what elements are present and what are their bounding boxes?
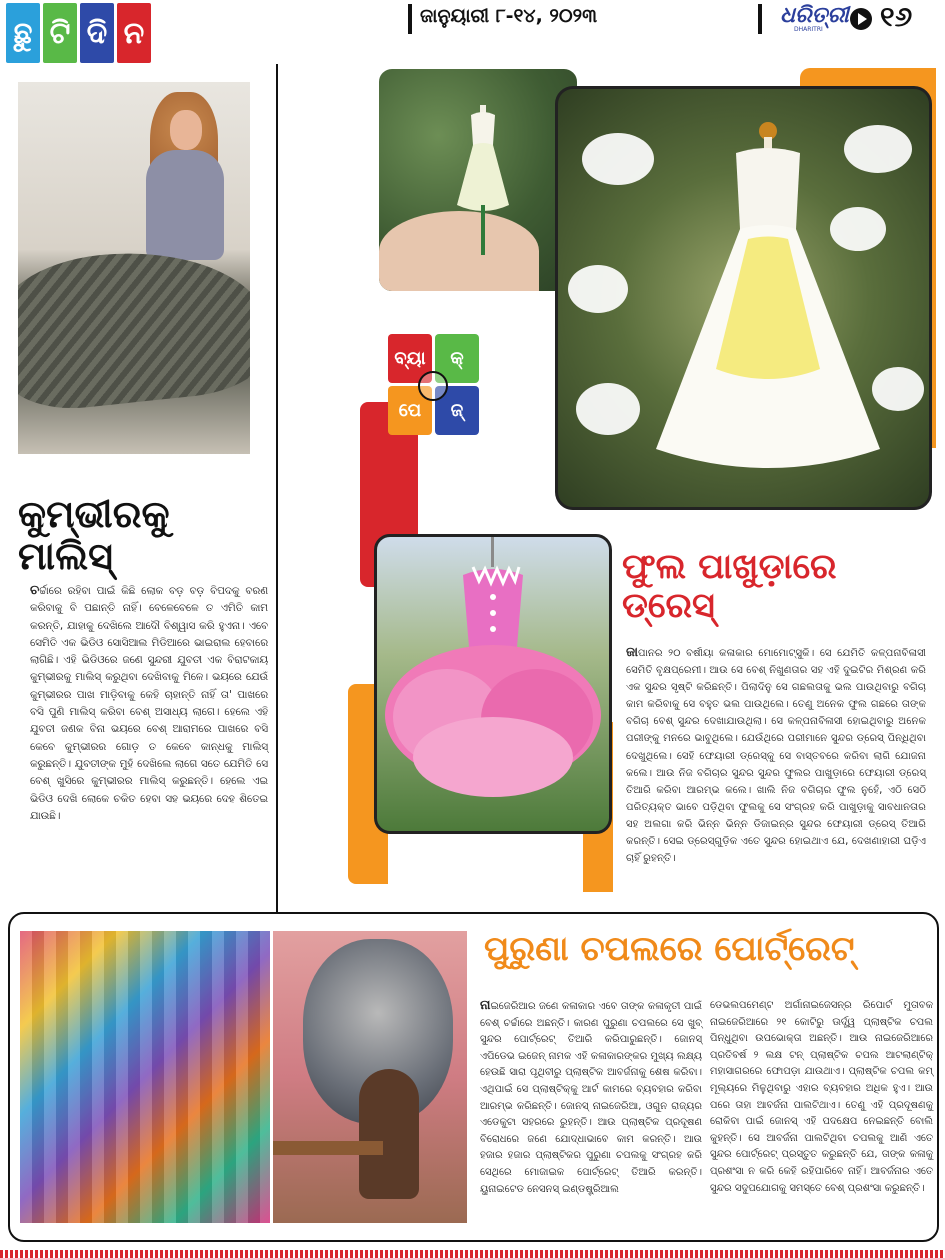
crocodile-article-text: ର୍ଚ୍ଚାରେ ରହିବା ପାଇଁ କିଛି ଲୋକ ବଡ଼ ବଡ଼ ବିପଦକୁ ବରଣ କରିବାକୁ ବି ପଛାନ୍ତି ନାହିଁ। ବେଳେବେଳେ ତ ଏମିତି କାମ କରନ୍ତି, ଯାହାକୁ ଦେଖିଲେ ଆଦୌ ବିଶ୍ୱାସ କରି ହୁଏନା। ଏବେ ସେମିତି ଏକ ଭିଡିଓ ସୋସିଆଲ ମିଡିଆରେ ଭାଇରାଲ ହେବାରେ ଲାଗିଛି। ଏହି ଭିଡିଓରେ ଜଣେ ସୁନ୍ଦରୀ ଯୁବତୀ ଏକ ବିରାଟକାୟ କୁମ୍ଭୀରକୁ ମାଲିସ୍ କରୁଥିବା ଦେଖିବାକୁ ମିଳେ। ଭୟରେ ଯେଉଁ କୁମ୍ଭୀରର ପାଖ ମାଡ଼ିବାକୁ କେହି ଚାହାନ୍ତି ନାହିଁ ତା' ପାଖରେ ବସି ପୁଣି ମାଲିସ୍ କରିବା ବେଶ୍ ଅସାଧ୍ୟ ଲାଗେ। ହେଲେ ଏହି ଯୁବତୀ ଜଣକ ବିନା ଭୟରେ ବେଶ୍ ଆରାମରେ ପାଖରେ ବସି କେବେ କୁମ୍ଭୀରର ଗୋଡ଼ ତ କେବେ କାନ୍ଧକୁ ମାଲିସ୍ କରୁଛନ୍ତି। ଯୁବତୀଙ୍କ ମୁହଁ ଦେଖିଲେ ଲାଗେ ସତେ ଯେମିତି ସେ ବେଶ୍ ଖୁସିରେ କୁମ୍ଭୀରର ମାଲିସ୍ କରୁଛନ୍ତି। ହେଲେ ଏଇ ଭିଡିଓ ଦେଖି ଲୋକେ ଚକିତ ହେବା ସହ ଭୟରେ ଦେହ ଶିତେଇ ଯାଉଛି। (30, 585, 268, 822)
artist-portrait-photo (273, 931, 467, 1223)
slipper-article-column-1 (480, 998, 702, 1198)
column-divider (276, 64, 278, 912)
issue-date: ଜାନୁୟାରୀ ୮-୧୪, ୨୦୨୩ (420, 5, 598, 27)
badge-letter-2: କ୍ (435, 334, 479, 383)
crocodile-photo (18, 82, 250, 454)
slipper-mosaic-photo (20, 931, 270, 1223)
crocodile-article-title: କୁମ୍ଭୀରକୁ ମାଲିସ୍ (18, 492, 170, 578)
newspaper-brand: ଧରିତ୍ରୀ (780, 3, 849, 28)
newspaper-brand-sub: DHARITRI (794, 26, 823, 33)
footer-stripe (0, 1250, 945, 1258)
crocodile-article-body (30, 582, 268, 825)
slipper-article-text-1: ଇଜେରିଆର ଜଣେ କଳାକାର ଏବେ ତାଙ୍କ କଳାକୃତୀ ପାଇଁ ବେଶ୍ ଚର୍ଚ୍ଚାରେ ଅଛନ୍ତି। କାରଣ ପୁରୁଣା ଚପଲରେ ସେ ଖୁବ୍ ସୁନ୍ଦର ପୋର୍ଟ୍ରେଟ୍ ତିଆରି କରିପାରୁଛନ୍ତି। ଜୋନସ୍ ଏପିଡେଭ ଇଜେନ୍ ନାମକ ଏହି କଳାକାରଙ୍କର ମୁଖ୍ୟ ଲକ୍ଷ୍ୟ ହେଉଛି ସାରା ପୃଥିବୀରୁ ପ୍ଲାଷ୍ଟିକ ଆବର୍ଜନାକୁ ଶେଷ କରିବା। ଏଥିପାଇଁ ସେ ପ୍ଲାଷ୍ଟିକ୍‌କୁ ଆର୍ଟ କାମରେ ବ୍ୟବହାର କରିବା ଆରମ୍ଭ କରିଛନ୍ତି। ଜୋନସ୍ ନାଇଜେରିଆ, ଓଗୁନ ରାଜ୍ୟର ଏଡେକୁଟା ସହରରେ ରୁହନ୍ତି। ଆଉ ପ୍ଲାଷ୍ଟିକ ପ୍ରଦୂଷଣ ବିରୋଧରେ ଜଣେ ଯୋଦ୍ଧାଭାବେ କାମ କରନ୍ତି। ଆଉ ହଜାର ହଜାର ପ୍ଲାଷ୍ଟିକର ପୁରୁଣା ଚପଲକୁ ସଂଗ୍ରହ କରି ସେଥିରେ ମୋଜାଇକ ପୋର୍ଟ୍ରେଟ୍ ତିଆରି କରନ୍ତି। ୟୁନାଇଟେଡ ନେସନସ୍ ଇଣ୍ଡଷ୍ଟ୍ରିଆଲ (480, 1001, 702, 1195)
section-logo-letter-3: ଦି (80, 3, 114, 63)
badge-letter-1: ବ୍ୟା (388, 334, 432, 383)
backpage-badge (388, 334, 480, 436)
badge-letter-3: ପେ (388, 386, 432, 435)
page-number: ୧୬ (880, 0, 913, 33)
flower-article-text: ପାନର ୨୦ ବର୍ଷୀୟା କଳାକାର ମୋମୋଟ୍ସୁକି। ସେ ଯେମିତି କଳ୍ପନାବିଳାସୀ ସେମିତି ବୃକ୍ଷପ୍ରେମୀ। ଆଉ ସେ ବେଶ୍ ନିଖୁଣତାର ସହ ଏହି ଦୁଇଟିର ମିଶ୍ରଣ କରି ଏକ ସୁନ୍ଦର ସୃଷ୍ଟି କରିଛନ୍ତି। ପିଲାଦିନୁ ସେ ଗଛଲତାକୁ ଭଲ ପାଉଥିବାରୁ ବଗିଚା କାମ କରିବାକୁ ସେ ବହୁତ ଭଲ ପାଉଥିଲେ। ତେଣୁ ଅନେକ ଫୁଲ ଗଛରେ ତାଙ୍କ ବଗିଚା ବେଶ୍ ସୁନ୍ଦର ଦେଖାଯାଉଥିଲା। ସେ କଳ୍ପନାବିଳାସୀ ହୋଇଥିବାରୁ ଅନେକ ପରୀଙ୍କୁ ମନରେ ଭାବୁଥିଲେ। ଯେଉଁଥିରେ ପରୀମାନେ ସୁନ୍ଦର ଡ୍ରେସ୍ ପିନ୍ଧିଥିବା ଦେଖୁଥିଲେ। ସେହି ଫେୟାରୀ ଡ୍ରେସ୍‌କୁ ସେ ବାସ୍ତବରେ କରିବା ଲାଗି ଯୋଜନା କଲେ। ଆଉ ନିଜ ବଗିଚାର ସୁନ୍ଦର ସୁନ୍ଦର ଫୁଲର ପାଖୁଡ଼ାରେ ଫେୟାରୀ ଡ୍ରେସ୍ ତିଆରି କରିବା ଆରମ୍ଭ କଲେ। ଖାଲି ନିଜ ବଗିଚାର ଫୁଲ ନୁହେଁ, ଏଠି ସେଠି ପରିତ୍ୟକ୍ତ ଭାବେ ପଡ଼ିଥିବା ଫୁଲକୁ ସେ ସଂଗ୍ରହ କରି ପାଖୁଡ଼ାକୁ ସାବଧାନତାର ସହ ଅଲଗା କରି ଭିନ୍ନ ଭିନ୍ନ ଡିଜାଇନ୍‌ର ସୁନ୍ଦର ଫେୟାରୀ ଡ୍ରେସ୍ ତିଆରି କରନ୍ତି। ସେଇ ଡ୍ରେସ୍‌ଗୁଡ଼ିକ ଏତେ ସୁନ୍ଦର ହୋଇଥାଏ ଯେ, ଦେଖଣାହାରୀ ଘଡ଼ିଏ ଚାହିଁ ରୁହନ୍ତି। (626, 648, 926, 865)
section-logo-letter-4: ନ (117, 3, 151, 63)
petal-dress-pink-photo (374, 534, 612, 834)
crocodile-drop-cap: ଚ (30, 583, 40, 598)
flower-drop-cap: ଜା (626, 645, 638, 660)
badge-lens-icon (418, 371, 448, 401)
play-icon (850, 8, 872, 30)
header-divider-left (408, 4, 412, 34)
slipper-drop-cap: ନା (480, 998, 491, 1013)
petal-dress-main-photo (555, 86, 932, 510)
slipper-article-column-2: ଡେଭଲପମେଣ୍ଟ ଅର୍ଗାନାଇଜେସନ୍‌ର ରିପୋର୍ଟ ମୁତାବକ ନାଇଜେରିଆରେ ୨୧ କୋଟିରୁ ଊର୍ଦ୍ଧ୍ୱ ପ୍ଲାଷ୍ଟିକ ଚପଲ ପିନ୍ଧୁଥିବା ଉପଭୋକ୍ତା ଅଛନ୍ତି। ଆଉ ନାଇଜେରିଆରେ ପ୍ରତିବର୍ଷ ୨ ଲକ୍ଷ ଟନ୍ ପ୍ଲାଷ୍ଟିକ ଚପଲ ଆଟଲାଣ୍ଟିକ୍ ମହାସାଗରରେ ଫୋପଡ଼ା ଯାଉଥାଏ। ପ୍ଲାଷ୍ଟିକ ଚପଲ କମ୍ ମୂଲ୍ୟରେ ମିଳୁଥିବାରୁ ଏହାର ବ୍ୟବହାର ଅଧିକ ହୁଏ। ଆଉ ପରେ ତାହା ଆବର୍ଜନା ପାଲଟିଥାଏ। ତେଣୁ ଏହି ପ୍ରଦୂଷଣକୁ ରୋକିବା ପାଇଁ ଜୋନସ୍ ଏହି ପଦକ୍ଷେପ ନେଇଛନ୍ତି ବୋଲି କୁହନ୍ତି। ସେ ଆବର୍ଜନା ପାଲଟିଥିବା ଚପଲକୁ ଆଣି ଏତେ ସୁନ୍ଦର ପୋର୍ଟ୍ରେଟ୍ ପ୍ରସ୍ତୁତ କରୁଛନ୍ତି ଯେ, ତାଙ୍କ କଳାକୁ ପ୍ରଶଂସା ନ କରି କେହି ରହିପାରିବେ ନାହିଁ। ଆବର୍ଜନାର ଏତେ ସୁନ୍ଦର ସଦୁପଯୋଗକୁ ସମସ୍ତେ ବେଶ୍ ପ୍ରଶଂସା କରୁଛନ୍ତି। (710, 1000, 933, 1194)
flower-article-title: ଫୁଲ ପାଖୁଡ଼ାରେ ଡ୍ରେସ୍ (622, 547, 837, 626)
flower-article-body (626, 644, 926, 867)
header-divider-right (758, 4, 762, 34)
slipper-article-title: ପୁରୁଣା ଚପଲରେ ପୋର୍ଟ୍ରେଟ୍ (484, 929, 855, 969)
badge-letter-4: ଜ୍ (435, 386, 479, 435)
section-logo-letter-2: ଟି (43, 3, 77, 63)
section-logo (6, 3, 151, 63)
petal-dress-small-photo (376, 66, 580, 294)
page-header (0, 0, 945, 64)
section-logo-letter-1: ଛୁ (6, 3, 40, 63)
